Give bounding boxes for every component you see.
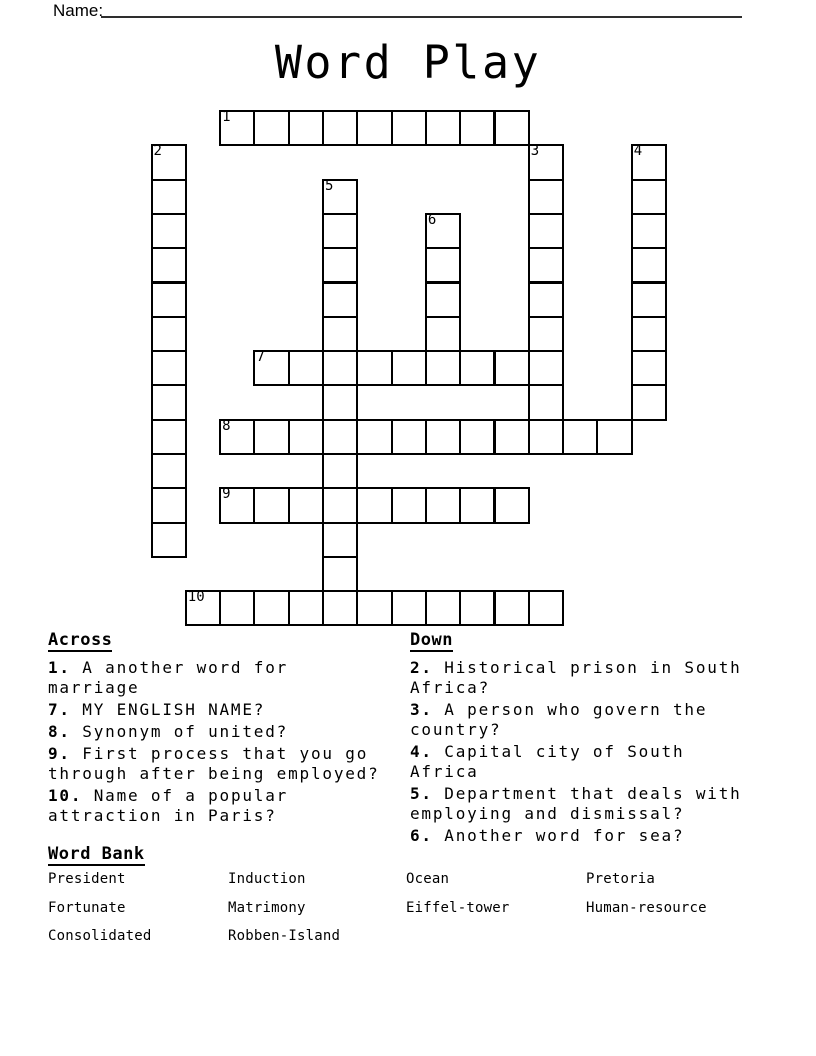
grid-cell[interactable]: [459, 350, 495, 386]
grid-cell[interactable]: [356, 487, 392, 523]
grid-cell[interactable]: [185, 590, 221, 626]
grid-cell[interactable]: [219, 419, 255, 455]
grid-cell[interactable]: [494, 419, 530, 455]
grid-cell[interactable]: [288, 487, 324, 523]
grid-cell[interactable]: [288, 590, 324, 626]
grid-cell[interactable]: [322, 419, 358, 455]
grid-cell[interactable]: [322, 556, 358, 592]
word-bank-item: Pretoria: [586, 871, 656, 887]
word-bank-item: Ocean: [406, 871, 450, 887]
across-clues-section: [48, 630, 386, 828]
grid-cell[interactable]: [391, 590, 427, 626]
clue-across-8: 8. Synonym of united?: [48, 722, 289, 741]
grid-cell[interactable]: [322, 453, 358, 489]
word-bank-item: Matrimony: [228, 899, 306, 916]
cell-number: 9: [222, 486, 231, 503]
clue-number: 1.: [48, 658, 71, 677]
word-bank-item: President: [48, 871, 126, 887]
clue-number: 9.: [48, 744, 71, 763]
grid-cell[interactable]: [631, 350, 667, 386]
grid-cell[interactable]: [528, 247, 564, 283]
grid-cell[interactable]: [494, 110, 530, 146]
grid-cell[interactable]: [459, 110, 495, 146]
cell-number: 5: [325, 177, 334, 194]
grid-cell[interactable]: [151, 179, 187, 215]
grid-cell[interactable]: [528, 384, 564, 420]
clue-down-2: 2. Historical prison in South Africa?: [410, 658, 742, 697]
word-bank-column: [48, 865, 152, 951]
grid-cell[interactable]: [425, 110, 461, 146]
grid-cell[interactable]: [288, 419, 324, 455]
grid-cell[interactable]: [151, 282, 187, 318]
word-bank-column: [586, 865, 707, 922]
grid-cell[interactable]: [528, 590, 564, 626]
grid-cell[interactable]: [528, 144, 564, 180]
grid-cell[interactable]: [253, 419, 289, 455]
cell-number: 2: [153, 143, 162, 160]
cell-number: 8: [222, 417, 231, 434]
grid-cell[interactable]: [322, 179, 358, 215]
grid-cell[interactable]: [459, 590, 495, 626]
grid-cell[interactable]: [631, 144, 667, 180]
grid-cell[interactable]: [253, 487, 289, 523]
word-bank-column: [228, 865, 340, 951]
grid-cell[interactable]: [356, 590, 392, 626]
grid-cell[interactable]: [494, 590, 530, 626]
grid-cell[interactable]: [151, 487, 187, 523]
grid-cell[interactable]: [528, 213, 564, 249]
clue-across-7: 7. MY ENGLISH NAME?: [48, 700, 266, 719]
grid-cell[interactable]: [631, 282, 667, 318]
grid-cell[interactable]: [425, 316, 461, 352]
grid-cell[interactable]: [151, 144, 187, 180]
grid-cell[interactable]: [528, 179, 564, 215]
word-bank-item: Eiffel-tower: [406, 899, 510, 916]
grid-cell[interactable]: [151, 522, 187, 558]
cell-number: 7: [256, 349, 265, 366]
grid-cell[interactable]: [494, 350, 530, 386]
grid-cell[interactable]: [528, 419, 564, 455]
clue-down-4: 4. Capital city of South Africa: [410, 742, 685, 781]
grid-cell[interactable]: [219, 590, 255, 626]
grid-cell[interactable]: [253, 110, 289, 146]
grid-cell[interactable]: [425, 350, 461, 386]
grid-cell[interactable]: [288, 110, 324, 146]
grid-cell[interactable]: [288, 350, 324, 386]
grid-cell[interactable]: [631, 179, 667, 215]
down-clues-section: [410, 630, 750, 848]
down-clue-list: [410, 658, 750, 846]
grid-cell[interactable]: [322, 247, 358, 283]
grid-cell[interactable]: [391, 487, 427, 523]
clue-down-3: 3. A person who govern the country?: [410, 700, 708, 739]
grid-cell[interactable]: [494, 487, 530, 523]
grid-cell[interactable]: [459, 487, 495, 523]
grid-cell[interactable]: [253, 590, 289, 626]
clue-number: 3.: [410, 700, 433, 719]
down-heading: Down: [410, 630, 453, 650]
clue-number: 7.: [48, 700, 71, 719]
grid-cell[interactable]: [425, 590, 461, 626]
cell-number: 6: [427, 211, 437, 228]
grid-cell[interactable]: [391, 110, 427, 146]
grid-cell[interactable]: [631, 316, 667, 352]
cell-number: 1: [222, 109, 231, 125]
grid-cell[interactable]: [219, 487, 255, 523]
grid-cell[interactable]: [322, 110, 358, 146]
grid-cell[interactable]: [425, 419, 461, 455]
grid-cell[interactable]: [322, 522, 358, 558]
grid-cell[interactable]: [322, 487, 358, 523]
grid-cell[interactable]: [322, 350, 358, 386]
grid-cell[interactable]: [322, 590, 358, 626]
crossword-grid: [151, 110, 667, 626]
word-bank-item: Fortunate: [48, 899, 126, 916]
grid-cell[interactable]: [151, 316, 187, 352]
cell-number: 4: [633, 143, 643, 160]
cell-number: 3: [530, 143, 540, 160]
grid-cell[interactable]: [151, 247, 187, 283]
clue-down-6: 6. Another word for sea?: [410, 826, 685, 845]
grid-cell[interactable]: [219, 110, 255, 146]
grid-cell[interactable]: [459, 419, 495, 455]
name-label: Name:: [53, 1, 104, 20]
clue-number: 4.: [410, 742, 433, 761]
across-heading: Across: [48, 630, 113, 650]
grid-cell[interactable]: [151, 453, 187, 489]
clue-number: 8.: [48, 722, 71, 741]
grid-cell[interactable]: [356, 110, 392, 146]
grid-cell[interactable]: [151, 384, 187, 420]
grid-cell[interactable]: [322, 316, 358, 352]
across-clue-list: [48, 658, 386, 826]
word-bank-list: [48, 865, 788, 960]
clue-number: 10.: [48, 786, 83, 805]
word-bank-column: [406, 865, 510, 922]
grid-cell[interactable]: [528, 316, 564, 352]
puzzle-title: Word Play: [274, 36, 542, 89]
word-bank-section: [48, 844, 788, 964]
grid-cell[interactable]: [151, 213, 187, 249]
grid-cell[interactable]: [322, 282, 358, 318]
grid-cell[interactable]: [322, 213, 358, 249]
grid-cell[interactable]: [356, 350, 392, 386]
grid-cell[interactable]: [151, 350, 187, 386]
grid-cell[interactable]: [425, 282, 461, 318]
word-bank-item: Robben-Island: [228, 928, 341, 944]
word-bank-item: Induction: [228, 871, 306, 887]
clue-down-5: 5. Department that deals with employing and dismissal?: [410, 784, 742, 823]
grid-cell[interactable]: [528, 282, 564, 318]
clue-across-1: 1. A another word for marriage: [48, 658, 289, 697]
grid-cell[interactable]: [391, 419, 427, 455]
grid-cell[interactable]: [253, 350, 289, 386]
grid-cell[interactable]: [425, 247, 461, 283]
grid-cell[interactable]: [528, 350, 564, 386]
name-blank-line[interactable]: [101, 0, 742, 18]
grid-cell[interactable]: [425, 213, 461, 249]
clue-across-10: 10. Name of a popular attraction in Paris?: [48, 786, 289, 825]
grid-cell[interactable]: [425, 487, 461, 523]
grid-cell[interactable]: [151, 419, 187, 455]
grid-cell[interactable]: [596, 419, 632, 455]
grid-cell[interactable]: [562, 419, 598, 455]
clue-across-9: 9. First process that you go through after being employed?: [48, 744, 380, 783]
grid-cell[interactable]: [631, 213, 667, 249]
grid-cell[interactable]: [631, 384, 667, 420]
word-bank-item: Consolidated: [48, 928, 152, 944]
grid-cell[interactable]: [356, 419, 392, 455]
word-bank-heading: Word Bank: [48, 844, 145, 864]
clue-number: 5.: [410, 784, 433, 803]
grid-cell[interactable]: [322, 384, 358, 420]
clue-number: 6.: [410, 826, 433, 845]
grid-cell[interactable]: [391, 350, 427, 386]
clue-number: 2.: [410, 658, 433, 677]
word-bank-item: Human-resource: [586, 899, 707, 916]
grid-cell[interactable]: [631, 247, 667, 283]
cell-number: 10: [187, 589, 205, 606]
